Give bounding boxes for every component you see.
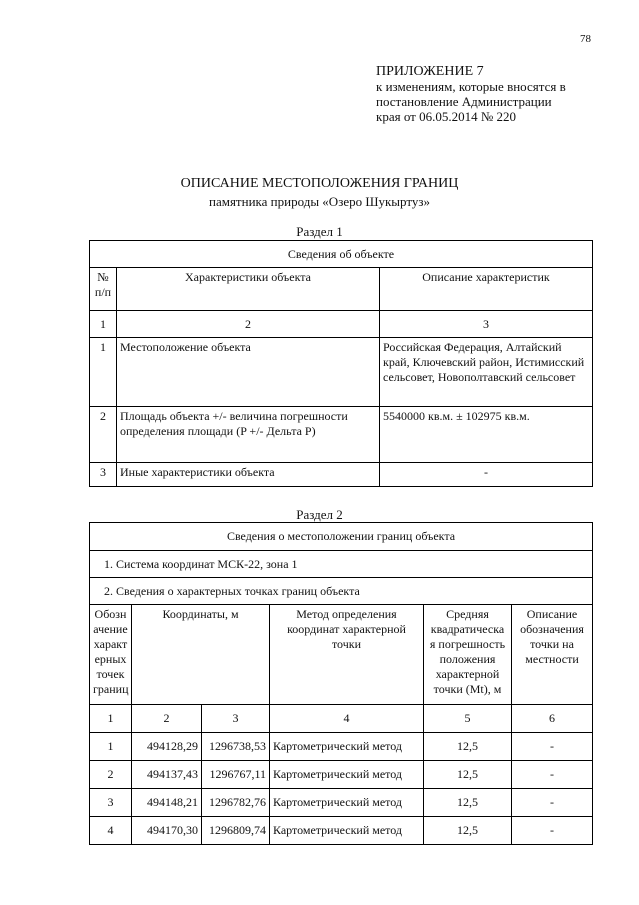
coord-y: 1296767,11 [202,761,270,789]
table-row [90,817,593,845]
table-row [90,407,593,463]
coord-y: 1296809,74 [202,817,270,845]
point-description: - [512,817,593,845]
table-row [90,761,593,789]
col-number: 6 [512,705,593,733]
col-number: 3 [202,705,270,733]
point-id: 3 [90,789,132,817]
points-info-line: 2. Сведения о характерных точках границ объекта [90,578,593,605]
method: Картометрический метод [270,789,424,817]
point-id: 1 [90,733,132,761]
method: Картометрический метод [270,733,424,761]
col-number: 1 [90,705,132,733]
object-info-table [89,240,593,487]
header-coordinates: Координаты, м [132,605,270,705]
col-number: 2 [117,311,380,338]
coord-x: 494148,21 [132,789,202,817]
col-number: 3 [380,311,593,338]
coord-x: 494170,30 [132,817,202,845]
row-name: Иные характеристики объекта [117,463,380,487]
point-id: 2 [90,761,132,789]
col-number: 2 [132,705,202,733]
error: 12,5 [424,817,512,845]
coord-x: 494128,29 [132,733,202,761]
row-number: 3 [90,463,117,487]
boundary-points-table [89,522,593,845]
document-subtitle: памятника природы «Озеро Шукыртуз» [209,194,430,209]
document-title: ОПИСАНИЕ МЕСТОПОЛОЖЕНИЯ ГРАНИЦ [180,176,459,191]
coordinate-system-line: 1. Система координат МСК-22, зона 1 [90,551,593,578]
row-number: 1 [90,338,117,407]
point-id: 4 [90,817,132,845]
appendix-line: к изменениям, которые вносятся в [376,79,566,94]
table-row [90,463,593,487]
coord-y: 1296738,53 [202,733,270,761]
table-row [90,733,593,761]
appendix-line: края от 06.05.2014 № 220 [376,109,516,124]
header-number: № п/п [90,268,117,311]
point-description: - [512,789,593,817]
header-point-description: Описание обозначения точки на местности [512,605,593,705]
row-desc: 5540000 кв.м. ± 102975 кв.м. [380,407,593,463]
table-title: Сведения об объекте [90,241,593,268]
header-point: Обозн ачение характ ерных точек границ [90,605,132,705]
coord-x: 494137,43 [132,761,202,789]
table-row [90,789,593,817]
header-description: Описание характеристик [380,268,593,311]
row-name: Местоположение объекта [117,338,380,407]
method: Картометрический метод [270,817,424,845]
col-number: 1 [90,311,117,338]
section1-title: Раздел 1 [296,224,343,239]
error: 12,5 [424,789,512,817]
header-characteristics: Характеристики объекта [117,268,380,311]
point-description: - [512,733,593,761]
appendix-line: постановление Администрации [376,94,552,109]
section2-title: Раздел 2 [296,507,343,522]
appendix-block [376,64,566,124]
row-name: Площадь объекта +/- величина погрешности определения площади (P +/- Дельта P) [117,407,380,463]
page-number: 78 [580,33,591,45]
col-number: 4 [270,705,424,733]
row-desc: - [380,463,593,487]
error: 12,5 [424,733,512,761]
error: 12,5 [424,761,512,789]
table-title: Сведения о местоположении границ объекта [90,523,593,551]
header-error: Средняя квадратическа я погрешность положения характерной точки (Mt), м [424,605,512,705]
coord-y: 1296782,76 [202,789,270,817]
point-description: - [512,761,593,789]
header-method: Метод определения координат характерной точки [270,605,424,705]
row-desc: Российская Федерация, Алтайский край, Ключевский район, Истимисский сельсовет, Новополтавский сельсовет [380,338,593,407]
row-number: 2 [90,407,117,463]
table-row [90,338,593,407]
appendix-title: ПРИЛОЖЕНИЕ 7 [376,64,484,79]
method: Картометрический метод [270,761,424,789]
col-number: 5 [424,705,512,733]
